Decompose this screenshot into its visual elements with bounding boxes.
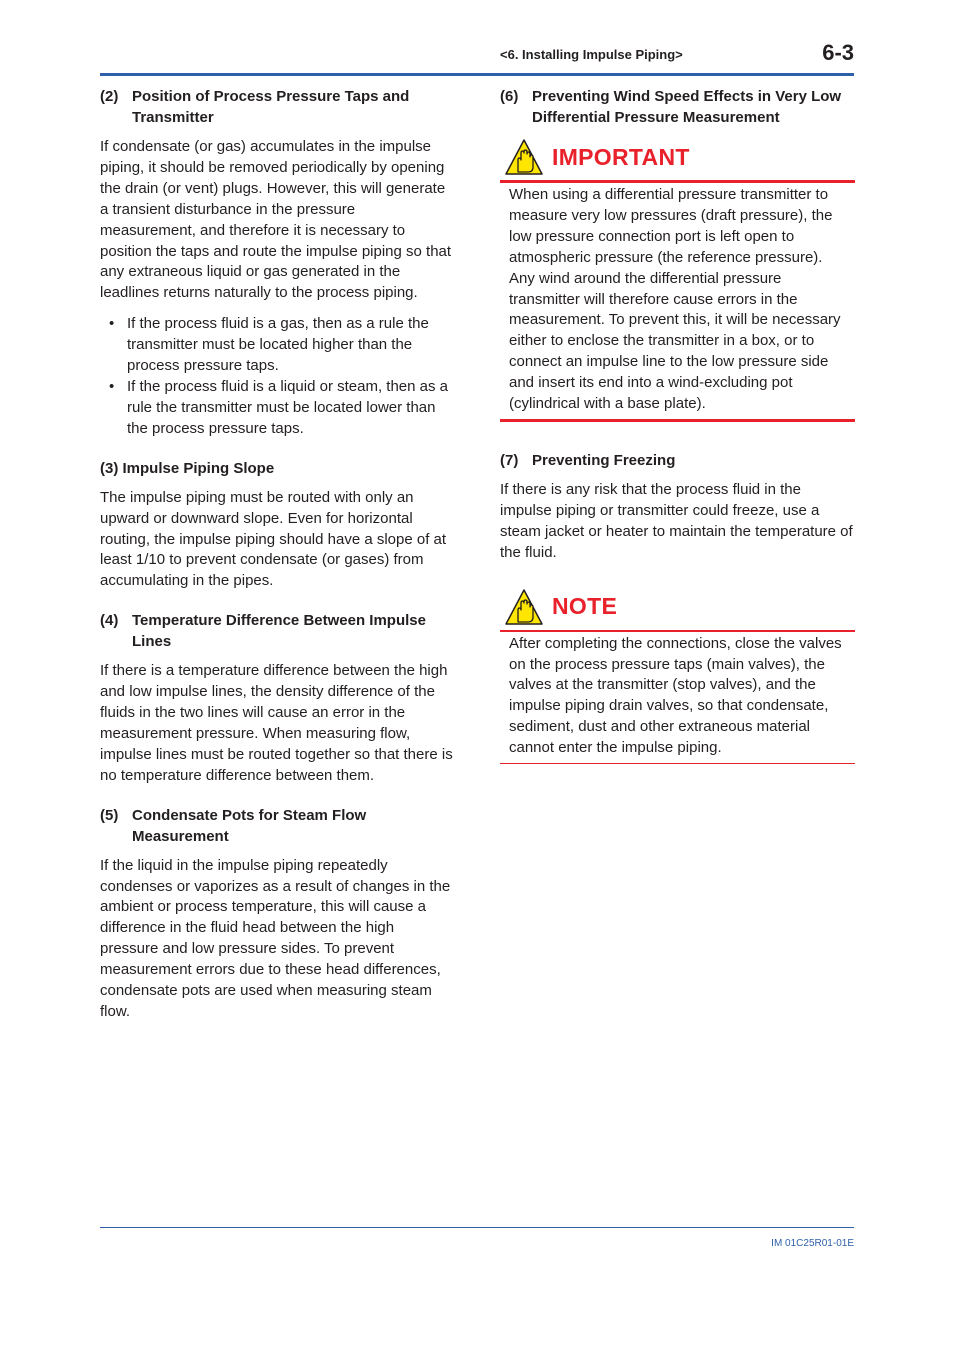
section-7-paragraph: If there is any risk that the process fluid in the impulse piping or transmitter could freeze, use a steam jacket or heater to maintain the temperature of the fluid. <box>500 480 853 561</box>
important-callout-header <box>500 134 855 180</box>
document-id: IM 01C25R01-01E <box>771 1238 854 1249</box>
right-column <box>500 86 855 764</box>
list-item-text: If the process fluid is a liquid or steam, then as a rule the transmitter must be located lower than the process pressure taps. <box>127 377 448 437</box>
section-number: (4) <box>100 612 119 630</box>
section-4-paragraph: If there is a temperature difference between the high and low impulse lines, the density difference of the fluids in the two lines will cause an error in the measurement pressure. When measuring flow, impulse lines must be routed together so that there is no temperature difference between them. <box>100 662 453 784</box>
chapter-title: <6. Installing Impulse Piping> <box>500 47 683 62</box>
section-title: Preventing Freezing <box>532 451 676 469</box>
list-item <box>100 377 455 440</box>
section-number: (6) <box>500 88 519 105</box>
page-number: 6-3 <box>822 40 854 65</box>
section-5-heading <box>100 805 455 847</box>
section-2-heading <box>100 86 455 128</box>
list-item-text: If the process fluid is a gas, then as a rule the transmitter must be located higher than the process pressure taps. <box>127 315 429 375</box>
section-number: (2) <box>100 88 119 105</box>
note-callout-header <box>500 584 855 630</box>
section-6-heading <box>500 86 855 128</box>
header-rule <box>100 73 854 76</box>
important-bottom-rule <box>500 419 855 422</box>
section-title: Condensate Pots for Steam Flow Measurement <box>132 806 367 845</box>
section-title: Preventing Wind Speed Effects in Very Low Differential Pressure Measurement <box>532 88 842 126</box>
note-callout <box>500 584 855 764</box>
important-body: When using a differential pressure transmitter to measure very low pressures (draft pressure), the low pressure connection port is left open to atmospheric pressure (the reference pressure). Any wind around the differential pressure transmitter will therefore cause errors in the measurement. To prevent this, it will be necessary either to enclose the transmitter in a box, or to connect an impulse line to the low pressure side and insert its end into a wind-excluding pot (cylindrical with a base plate). <box>509 186 841 413</box>
hand-warning-icon <box>504 138 544 176</box>
section-number: (7) <box>500 451 519 469</box>
bullet-mark: • <box>109 315 115 333</box>
section-title: Temperature Difference Between Impulse Lines <box>132 612 426 651</box>
left-column <box>100 86 455 1041</box>
section-7-heading <box>500 450 855 471</box>
important-title: IMPORTANT <box>552 143 690 170</box>
section-4-heading <box>100 610 455 652</box>
section-5-paragraph: If the liquid in the impulse piping repeatedly condenses or vaporizes as a result of changes in the ambient or process temperature, this will cause a difference in the fluid head between the high pressure and low pressure sides. To prevent measurement errors due to these head differences, condensate pots are used when measuring steam flow. <box>100 856 451 1020</box>
footer-rule <box>100 1227 854 1228</box>
list-item <box>100 314 455 377</box>
section-3-paragraph: The impulse piping must be routed with only an upward or downward slope. Even for horizontal routing, the impulse piping should have a slope of at least 1/10 to prevent condensate (or gases) from accumulating in the pipes. <box>100 488 447 590</box>
section-title: Position of Process Pressure Taps and Transmitter <box>132 88 410 126</box>
bullet-mark: • <box>109 377 115 395</box>
section-3-heading: (3) Impulse Piping Slope <box>100 459 275 477</box>
important-callout <box>500 134 855 422</box>
section-2-bullet-list <box>100 314 455 439</box>
note-bottom-rule <box>500 763 855 764</box>
section-2-paragraph: If condensate (or gas) accumulates in the impulse piping, it should be removed periodically by opening the drain (or vent) plugs. However, this will generate a transient disturbance in the pressure measurement, and therefore it is necessary to position the taps and route the impulse piping so that any extraneous liquid or gas generated in the leadlines returns naturally to the process piping. <box>100 138 452 302</box>
note-body: After completing the connections, close the valves on the process pressure taps (main valves), the valves at the transmitter (stop valves), and the impulse piping drain valves, so that condensate, sediment, dust and other extraneous material cannot enter the impulse piping. <box>509 634 842 757</box>
note-title: NOTE <box>552 593 618 620</box>
section-number: (5) <box>100 806 119 824</box>
hand-warning-icon <box>504 588 544 626</box>
